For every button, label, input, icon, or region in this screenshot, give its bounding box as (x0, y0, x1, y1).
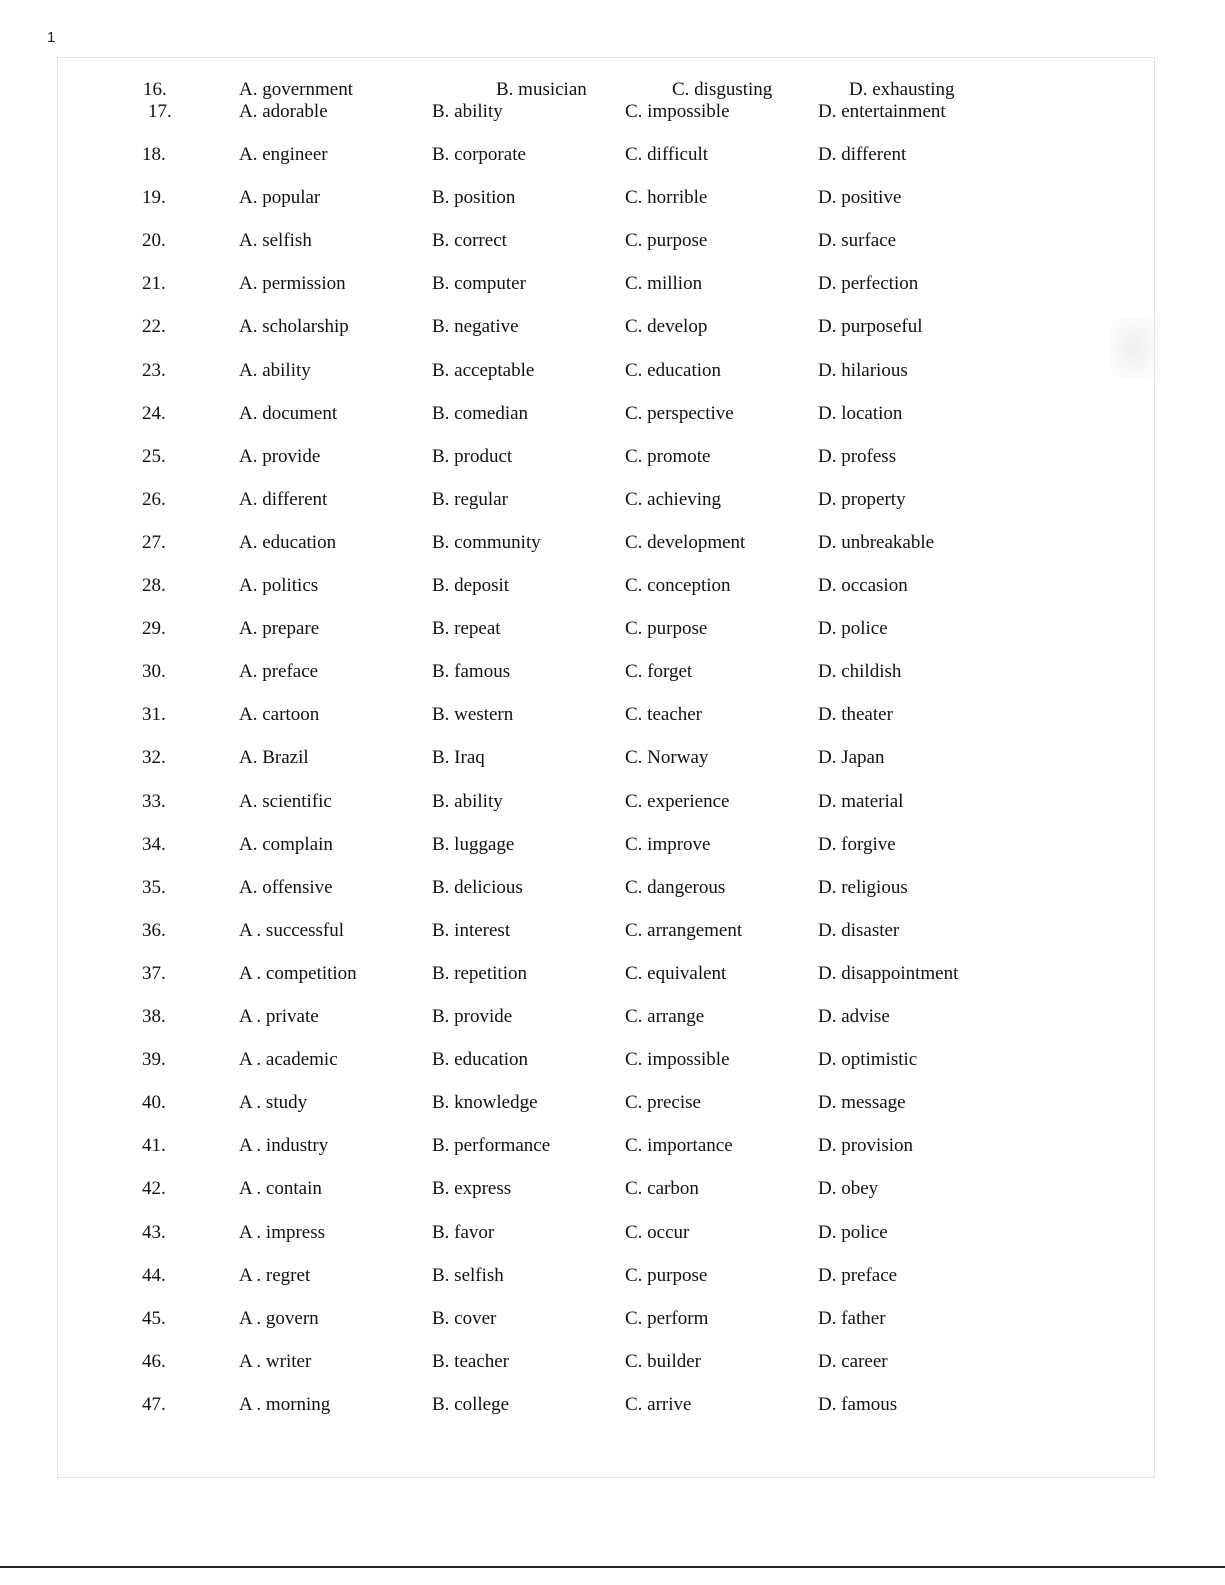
option-a: A. different (239, 488, 328, 510)
option-d: D. father (818, 1307, 886, 1329)
option-a: A . morning (239, 1393, 331, 1415)
option-d: D. advise (818, 1006, 890, 1027)
question-row (0, 789, 1225, 815)
option-a: A . impress (239, 1221, 326, 1243)
option-a: A . study (239, 1092, 308, 1114)
question-number: 36. (142, 919, 166, 941)
option-b: B. comedian (432, 402, 529, 424)
question-number: 22. (142, 316, 166, 338)
option-d: D. hilarious (818, 359, 908, 381)
question-number: 24. (142, 402, 166, 424)
option-d: D. childish (818, 661, 902, 683)
option-d: D. exhausting (849, 79, 955, 100)
question-row (0, 314, 1225, 340)
option-b: B. western (432, 704, 514, 726)
option-c: C. Norway (625, 747, 709, 769)
question-row (0, 1004, 1225, 1030)
option-d: D. forgive (818, 833, 896, 855)
option-b: B. ability (432, 790, 503, 812)
option-b: B. acceptable (432, 359, 535, 381)
question-row (0, 702, 1225, 728)
option-b: B. knowledge (432, 1092, 538, 1114)
option-a: A. government (239, 79, 353, 100)
option-c: C. million (625, 273, 703, 295)
question-row (0, 1220, 1225, 1246)
question-row (0, 961, 1225, 987)
question-number: 26. (142, 488, 166, 510)
option-c: C. arrangement (625, 919, 743, 941)
option-a: A . competition (239, 962, 357, 984)
option-c: C. perspective (625, 402, 734, 424)
option-c: C. impossible (625, 1049, 730, 1071)
question-number: 20. (142, 230, 166, 252)
option-b: B. interest (432, 919, 511, 941)
option-d: D. message (818, 1092, 906, 1114)
option-c: C. impossible (625, 101, 730, 122)
option-b: B. ability (432, 101, 503, 122)
option-b: B. negative (432, 316, 519, 338)
option-c: C. achieving (625, 488, 722, 510)
option-b: B. famous (432, 661, 511, 683)
option-c: C. develop (625, 316, 708, 338)
option-b: B. regular (432, 488, 508, 510)
option-b: B. repeat (432, 618, 501, 640)
option-a: A . contain (239, 1178, 322, 1200)
question-row (0, 358, 1225, 384)
option-d: D. obey (818, 1178, 879, 1200)
option-a: A . private (239, 1006, 319, 1027)
option-d: D. provision (818, 1135, 913, 1157)
option-c: C. carbon (625, 1178, 699, 1200)
option-b: B. corporate (432, 144, 526, 165)
option-a: A. Brazil (239, 747, 309, 769)
question-row (0, 1176, 1225, 1202)
option-b: B. provide (432, 1006, 513, 1027)
option-d: D. disappointment (818, 962, 959, 984)
option-d: D. material (818, 790, 904, 812)
option-a: A. engineer (239, 144, 328, 165)
question-number: 25. (142, 445, 166, 467)
option-c: C. arrange (625, 1006, 705, 1027)
question-number: 43. (142, 1221, 166, 1243)
option-d: D. occasion (818, 575, 908, 596)
question-row (0, 487, 1225, 513)
question-row (0, 401, 1225, 427)
option-d: D. unbreakable (818, 531, 935, 553)
option-b: B. selfish (432, 1264, 504, 1286)
option-a: A. permission (239, 273, 346, 295)
option-d: D. Japan (818, 747, 885, 769)
option-d: D. theater (818, 704, 893, 726)
option-c: C. education (625, 359, 722, 381)
option-a: A. offensive (239, 876, 333, 898)
option-c: C. disgusting (672, 79, 773, 100)
option-a: A. preface (239, 661, 319, 683)
option-a: A. scholarship (239, 316, 349, 338)
option-a: A. scientific (239, 790, 332, 812)
question-number: 29. (142, 618, 166, 640)
option-b: B. express (432, 1178, 512, 1200)
option-a: A . successful (239, 919, 345, 941)
option-a: A. cartoon (239, 704, 320, 726)
option-a: A . writer (239, 1350, 312, 1372)
question-row (0, 573, 1225, 599)
question-row (0, 616, 1225, 642)
question-row (0, 271, 1225, 297)
bottom-border-line (0, 1566, 1225, 1568)
option-c: C. conception (625, 575, 731, 596)
option-b: B. college (432, 1393, 510, 1415)
option-c: C. improve (625, 833, 711, 855)
question-number: 35. (142, 876, 166, 898)
question-number: 17. (148, 101, 172, 122)
question-row (0, 1133, 1225, 1159)
option-b: B. Iraq (432, 747, 485, 769)
option-c: C. forget (625, 661, 693, 683)
question-row (0, 99, 1225, 125)
question-number: 28. (142, 575, 166, 596)
option-d: D. entertainment (818, 101, 946, 122)
question-number: 40. (142, 1092, 166, 1114)
question-number: 21. (142, 273, 166, 295)
option-a: A . industry (239, 1135, 329, 1157)
option-d: D. optimistic (818, 1049, 918, 1071)
option-d: D. different (818, 144, 907, 165)
option-b: B. delicious (432, 876, 523, 898)
option-b: B. luggage (432, 833, 515, 855)
option-d: D. career (818, 1350, 888, 1372)
option-b: B. favor (432, 1221, 495, 1243)
option-c: C. purpose (625, 1264, 708, 1286)
option-b: B. correct (432, 230, 507, 252)
option-d: D. disaster (818, 919, 900, 941)
option-d: D. purposeful (818, 316, 923, 338)
question-number: 45. (142, 1307, 166, 1329)
option-a: A. politics (239, 575, 319, 596)
option-d: D. property (818, 488, 906, 510)
option-c: C. dangerous (625, 876, 726, 898)
option-c: C. occur (625, 1221, 690, 1243)
option-b: B. cover (432, 1307, 497, 1329)
option-b: B. computer (432, 273, 526, 295)
option-c: C. teacher (625, 704, 703, 726)
question-number: 44. (142, 1264, 166, 1286)
option-b: B. musician (496, 79, 587, 100)
option-c: C. equivalent (625, 962, 727, 984)
question-number: 23. (142, 359, 166, 381)
option-d: D. surface (818, 230, 897, 252)
question-row (0, 444, 1225, 470)
option-b: B. product (432, 445, 513, 467)
option-d: D. profess (818, 445, 897, 467)
question-number: 16. (143, 79, 167, 100)
option-a: A . govern (239, 1307, 319, 1329)
option-b: B. deposit (432, 575, 510, 596)
question-row (0, 659, 1225, 685)
question-row (0, 228, 1225, 254)
option-c: C. promote (625, 445, 711, 467)
question-row (0, 1306, 1225, 1332)
option-d: D. police (818, 1221, 888, 1243)
question-number: 27. (142, 531, 166, 553)
question-number: 30. (142, 661, 166, 683)
option-d: D. religious (818, 876, 908, 898)
option-c: C. precise (625, 1092, 701, 1114)
option-c: C. perform (625, 1307, 709, 1329)
question-number: 46. (142, 1350, 166, 1372)
option-d: D. famous (818, 1393, 898, 1415)
option-c: C. experience (625, 790, 730, 812)
option-d: D. preface (818, 1264, 898, 1286)
question-row (0, 142, 1225, 168)
option-c: C. purpose (625, 618, 708, 640)
question-row (0, 1090, 1225, 1116)
question-number: 33. (142, 790, 166, 812)
option-d: D. positive (818, 187, 902, 209)
option-c: C. arrive (625, 1393, 692, 1415)
question-number: 42. (142, 1178, 166, 1200)
question-number: 32. (142, 747, 166, 769)
question-row (0, 745, 1225, 771)
option-b: B. education (432, 1049, 529, 1071)
option-c: C. horrible (625, 187, 708, 209)
option-c: C. purpose (625, 230, 708, 252)
question-number: 39. (142, 1049, 166, 1071)
option-a: A. education (239, 531, 337, 553)
option-a: A. selfish (239, 230, 312, 252)
question-number: 18. (142, 144, 166, 165)
question-row (0, 918, 1225, 944)
question-number: 37. (142, 962, 166, 984)
question-row (0, 832, 1225, 858)
question-number: 47. (142, 1393, 166, 1415)
option-d: D. police (818, 618, 888, 640)
option-b: B. teacher (432, 1350, 510, 1372)
option-b: B. performance (432, 1135, 551, 1157)
option-b: B. community (432, 531, 541, 553)
question-number: 34. (142, 833, 166, 855)
question-number: 38. (142, 1006, 166, 1027)
option-a: A. prepare (239, 618, 320, 640)
question-row (0, 1349, 1225, 1375)
question-row (0, 185, 1225, 211)
option-d: D. perfection (818, 273, 919, 295)
option-c: C. builder (625, 1350, 701, 1372)
option-a: A. complain (239, 833, 333, 855)
question-number: 41. (142, 1135, 166, 1157)
question-row (0, 530, 1225, 556)
option-d: D. location (818, 402, 903, 424)
option-a: A. adorable (239, 101, 328, 122)
page-number: 1 (47, 29, 56, 46)
option-b: B. repetition (432, 962, 527, 984)
option-a: A . regret (239, 1264, 311, 1286)
option-a: A. document (239, 402, 338, 424)
option-a: A. provide (239, 445, 321, 467)
option-b: B. position (432, 187, 516, 209)
option-a: A. ability (239, 359, 311, 381)
option-c: C. development (625, 531, 746, 553)
question-row (0, 875, 1225, 901)
question-row (0, 1263, 1225, 1289)
option-c: C. importance (625, 1135, 733, 1157)
option-c: C. difficult (625, 144, 709, 165)
option-a: A. popular (239, 187, 321, 209)
question-number: 31. (142, 704, 166, 726)
question-row (0, 1047, 1225, 1073)
question-number: 19. (142, 187, 166, 209)
question-row (0, 1392, 1225, 1418)
option-a: A . academic (239, 1049, 338, 1071)
